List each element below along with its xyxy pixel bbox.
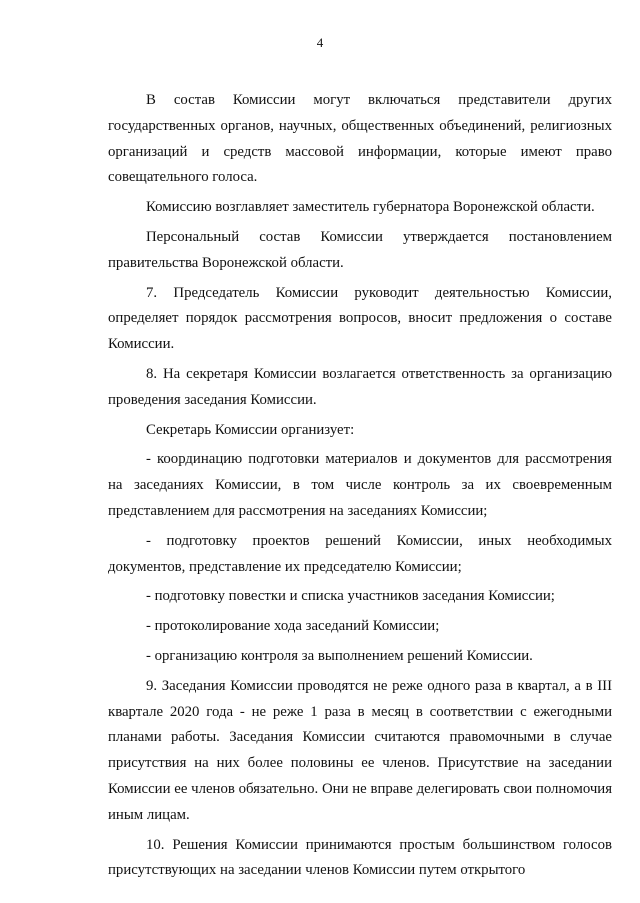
list-item-control: - организацию контроля за выполнением решений Комиссии. bbox=[146, 647, 533, 664]
document-body bbox=[108, 88, 612, 884]
page-number: 4 bbox=[316, 35, 324, 50]
list-item-coordination: - координацию подготовки материалов и документов для рассмотрения на заседаниях Комиссии, в том числе контроль за их своевременным представлением для рассмотрения на заседаниях Комиссии; bbox=[108, 451, 612, 519]
paragraph-commission-representatives: В состав Комиссии могут включаться представители других государственных органов, научных, общественных объединений, религиозных организаций и средств массовой информации, которые имеют право совещательного голоса. bbox=[108, 92, 612, 186]
paragraph-item-8: 8. На секретаря Комиссии возлагается ответственность за организацию проведения заседания Комиссии. bbox=[108, 365, 612, 408]
paragraph-secretary-organizes: Секретарь Комиссии организует: bbox=[146, 421, 355, 438]
list-item-minutes: - протоколирование хода заседаний Комиссии; bbox=[146, 618, 440, 635]
paragraph-item-9: 9. Заседания Комиссии проводятся не реже одного раза в квартал, а в III квартале 2020 года - не реже 1 раза в месяц в соответствии с ежегодными планами работы. Заседания Комиссии считаются правомочными в случае присутствия на них более половины ее членов. Присутствие на заседании Комиссии ее членов обязательно. Они не вправе делегировать свои полномочия иным лицам. bbox=[108, 677, 612, 823]
paragraph-item-10: 10. Решения Комиссии принимаются простым большинством голосов присутствующих на заседании членов Комиссии путем открытого bbox=[108, 836, 612, 879]
paragraph-commission-head: Комиссию возглавляет заместитель губернатора Воронежской области. bbox=[146, 199, 595, 216]
paragraph-item-7: 7. Председатель Комиссии руководит деятельностью Комиссии, определяет порядок рассмотрения вопросов, вносит предложения о составе Комиссии. bbox=[108, 284, 612, 353]
paragraph-commission-composition: Персональный состав Комиссии утверждается постановлением правительства Воронежской области. bbox=[108, 228, 612, 271]
list-item-draft-decisions: - подготовку проектов решений Комиссии, иных необходимых документов, представление их председателю Комиссии; bbox=[108, 532, 612, 575]
list-item-agenda: - подготовку повестки и списка участников заседания Комиссии; bbox=[146, 588, 555, 605]
